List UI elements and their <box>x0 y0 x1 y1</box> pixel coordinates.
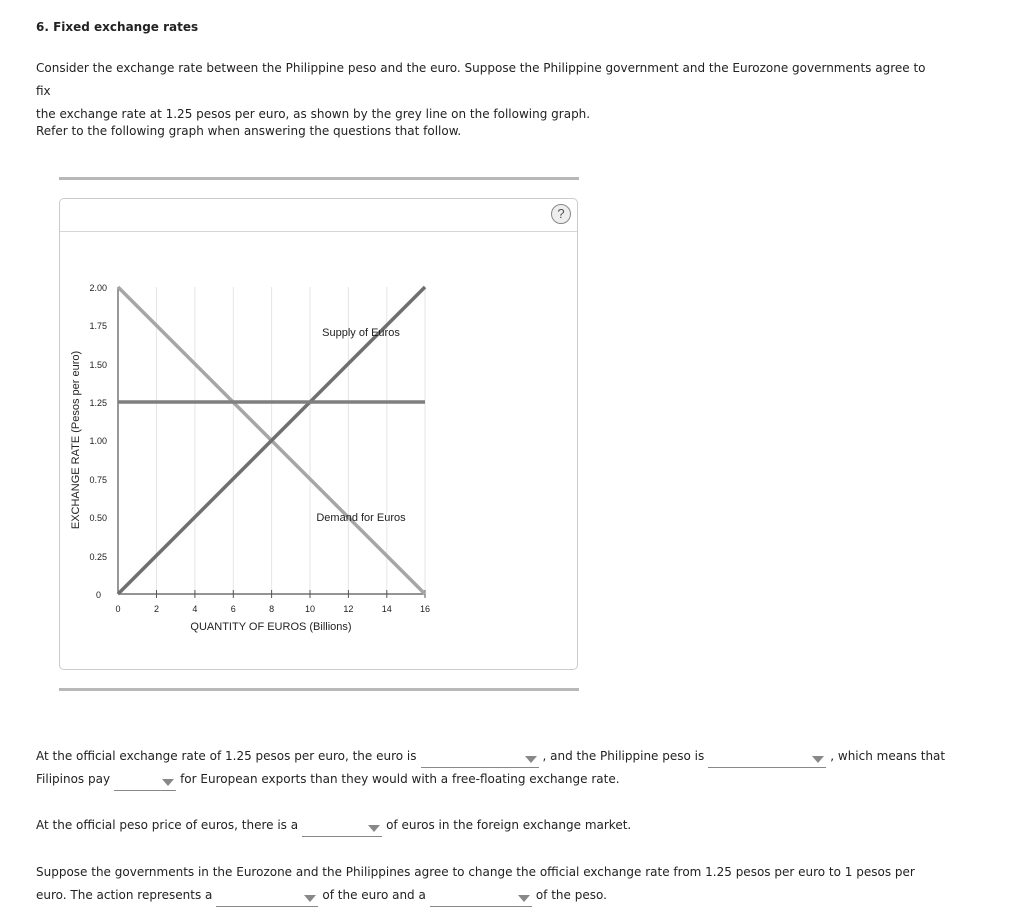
q3-text-2: euro. The action represents a <box>36 888 213 902</box>
dropdown-caret-icon <box>812 756 824 763</box>
q1-text-5: for European exports than they would with a free-floating exchange rate. <box>180 772 620 786</box>
x-tick-6: 6 <box>230 604 236 614</box>
dropdown-caret-icon <box>162 779 174 786</box>
q1-text-1: At the official exchange rate of 1.25 pesos per euro, the euro is <box>36 749 417 763</box>
y-tick-1-00: 1.00 <box>89 436 107 446</box>
euro-valuation-dropdown[interactable] <box>421 751 539 768</box>
x-axis-title: QUANTITY OF EUROS (Billions) <box>190 621 352 633</box>
dropdown-caret-icon <box>525 756 537 763</box>
intro-line-2: the exchange rate at 1.25 pesos per euro, as shown by the grey line on the following graph. <box>36 107 591 121</box>
filipinos-pay-dropdown[interactable] <box>114 774 176 791</box>
x-tick-14: 14 <box>381 604 392 614</box>
x-tick-12: 12 <box>343 604 354 614</box>
question-2 <box>36 814 936 837</box>
q1-text-4: Filipinos pay <box>36 772 111 786</box>
peso-valuation-dropdown[interactable] <box>708 751 826 768</box>
dropdown-caret-icon <box>518 895 530 902</box>
q1-text-2: , and the Philippine peso is <box>542 749 705 763</box>
y-axis-title: EXCHANGE RATE (Pesos per euro) <box>70 350 82 530</box>
y-tick-0-75: 0.75 <box>89 475 107 485</box>
intro-line-1: Consider the exchange rate between the Philippine peso and the euro. Suppose the Philippine government and the Eurozone governments agree to fix <box>36 61 926 98</box>
q2-text-2: of euros in the foreign exchange market. <box>386 818 632 832</box>
question-3 <box>36 861 996 907</box>
question-title: 6. Fixed exchange rates <box>36 20 199 34</box>
peso-action-dropdown[interactable] <box>430 890 532 907</box>
dropdown-caret-icon <box>304 895 316 902</box>
supply-label: Supply of Euros <box>322 327 400 339</box>
demand-label: Demand for Euros <box>316 512 406 524</box>
y-tick-1-25: 1.25 <box>89 398 107 408</box>
q3-text-3: of the euro and a <box>322 888 426 902</box>
q1-text-3: , which means that <box>830 749 946 763</box>
y-tick-0: 0 <box>95 590 101 600</box>
y-tick-2-00: 2.00 <box>89 283 107 293</box>
question-1 <box>36 745 996 791</box>
y-tick-1-75: 1.75 <box>89 321 107 331</box>
y-tick-0-50: 0.50 <box>89 513 107 523</box>
y-tick-0-25: 0.25 <box>89 552 107 562</box>
x-tick-10: 10 <box>304 604 316 614</box>
q3-text-1: Suppose the governments in the Eurozone and the Philippines agree to change the official exchange rate from 1.25 pesos per euro to 1 pesos per <box>36 865 915 879</box>
x-tick-0: 0 <box>115 604 121 614</box>
refer-text: Refer to the following graph when answering the questions that follow. <box>36 124 462 138</box>
dropdown-caret-icon <box>368 825 380 832</box>
market-condition-dropdown[interactable] <box>302 820 382 837</box>
q3-text-4: of the peso. <box>535 888 607 902</box>
x-tick-16: 16 <box>419 604 431 614</box>
x-tick-8: 8 <box>269 604 275 614</box>
question-circle-icon[interactable]: ? <box>551 204 571 224</box>
x-tick-4: 4 <box>192 604 198 614</box>
y-tick-1-50: 1.50 <box>89 360 107 370</box>
x-tick-2: 2 <box>153 604 160 614</box>
q2-text-1: At the official peso price of euros, there is a <box>36 818 299 832</box>
euro-action-dropdown[interactable] <box>216 890 318 907</box>
bottom-divider <box>59 688 579 691</box>
